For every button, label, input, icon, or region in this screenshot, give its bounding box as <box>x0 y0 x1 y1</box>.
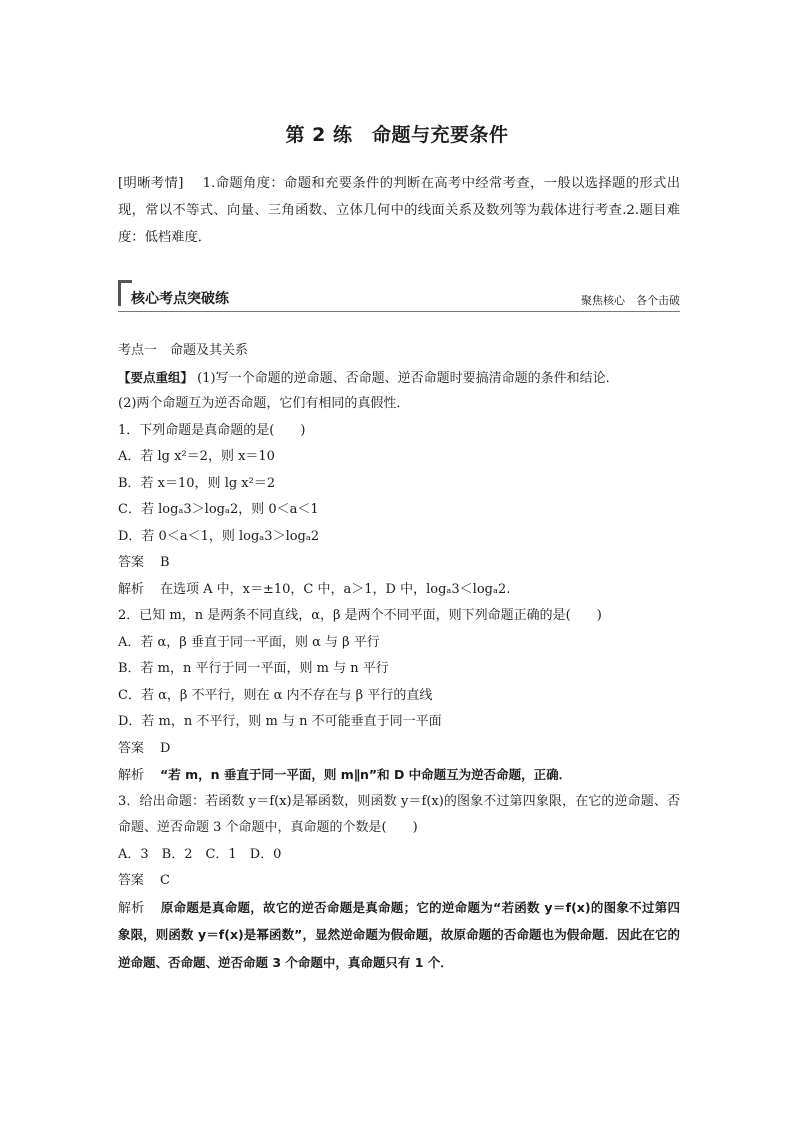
question-2-stem: 2．已知 m，n 是两条不同直线，α，β 是两个不同平面，则下列命题正确的是( ) <box>118 608 602 623</box>
analysis-text: 原命题是真命题，故它的逆否命题是真命题；它的逆命题为“若函数 y＝f(x)的图象不过第四象限，则函数 y＝f(x)是幂函数”，显然逆命题为假命题，故原命题的否命题也为假命题．因此在它的逆命题、否命题、逆否命题 3 个命题中，真命题只有 1 个． <box>118 899 680 970</box>
analysis-label: 解析 <box>118 768 145 783</box>
question-2-option-c: C．若 α，β 不平行，则在 α 内不存在与 β 平行的直线 <box>118 687 433 703</box>
key-point-1 <box>118 365 680 392</box>
analysis-label: 解析 <box>118 900 145 916</box>
question-3-stem: 3．给出命题：若函数 y＝f(x)是幂函数，则函数 y＝f(x)的图象不过第四象限，在它的逆命题、否命题、逆否命题 3 个命题中，真命题的个数是( ) <box>118 793 680 835</box>
answer-value: C <box>160 873 170 888</box>
question-1-option-a: A．若 lg x²＝2，则 x＝10 <box>118 449 275 464</box>
key-point-2: (2)两个命题互为逆否命题，它们有相同的真假性． <box>118 396 410 411</box>
answer-value: D <box>160 740 171 756</box>
question-2-analysis <box>118 762 680 789</box>
section-header <box>118 280 680 314</box>
question-2-option-d: D．若 m，n 不平行，则 m 与 n 不可能垂直于同一平面 <box>118 714 442 729</box>
intro-tag: [明晰考情] <box>118 176 184 191</box>
main-content <box>118 338 680 977</box>
answer-label: 答案 <box>118 740 145 756</box>
section-corner-icon <box>118 280 121 306</box>
topic-heading: 考点一 命题及其关系 <box>118 343 249 358</box>
question-1-answer <box>118 550 680 577</box>
analysis-text: 在选项 A 中，x＝±10，C 中，a＞1，D 中，logₐ3＜logₐ2. <box>160 581 511 597</box>
question-3-options: A．3 B．2 C．1 D．0 <box>118 846 282 862</box>
question-1-stem: 1．下列命题是真命题的是( ) <box>118 422 306 438</box>
question-3-answer <box>118 868 680 895</box>
question-2-answer <box>118 736 680 763</box>
question-1-analysis <box>118 577 680 604</box>
key-point-tag: 【要点重组】 <box>118 369 194 385</box>
section-title: 核心考点突破练 <box>131 291 229 307</box>
question-1-option-b: B．若 x＝10，则 lg x²＝2 <box>118 475 276 491</box>
question-1-option-d: D．若 0＜a＜1，则 logₐ3＞logₐ2 <box>118 528 320 544</box>
question-2-option-a: A．若 α，β 垂直于同一平面，则 α 与 β 平行 <box>118 634 380 650</box>
section-corner-line <box>118 280 132 283</box>
key-point-1-text: (1)写一个命题的逆命题、否命题、逆否命题时要搞清命题的条件和结论． <box>197 370 619 386</box>
intro-paragraph <box>118 170 680 251</box>
answer-value: B <box>160 555 170 570</box>
analysis-text: “若 m，n 垂直于同一平面，则 m∥n”和 D 中命题互为逆否命题，正确． <box>160 767 572 782</box>
page-title: 第 2 练 命题与充要条件 <box>285 124 509 146</box>
section-divider <box>118 311 680 312</box>
answer-label: 答案 <box>118 555 145 570</box>
question-2-option-b: B．若 m，n 平行于同一平面，则 m 与 n 平行 <box>118 661 389 676</box>
section-subtitle: 聚焦核心 各个击破 <box>581 294 680 307</box>
question-1-option-c: C．若 logₐ3＞logₐ2，则 0＜a＜1 <box>118 502 319 517</box>
answer-label: 答案 <box>118 873 145 888</box>
analysis-label: 解析 <box>118 581 145 597</box>
question-3-analysis <box>118 895 680 978</box>
intro-text: 1.命题角度：命题和充要条件的判断在高考中经常考查，一般以选择题的形式出现，常以不等式、向量、三角函数、立体几何中的线面关系及数列等为载体进行考查.2.题目难度：低档难度． <box>118 176 681 245</box>
